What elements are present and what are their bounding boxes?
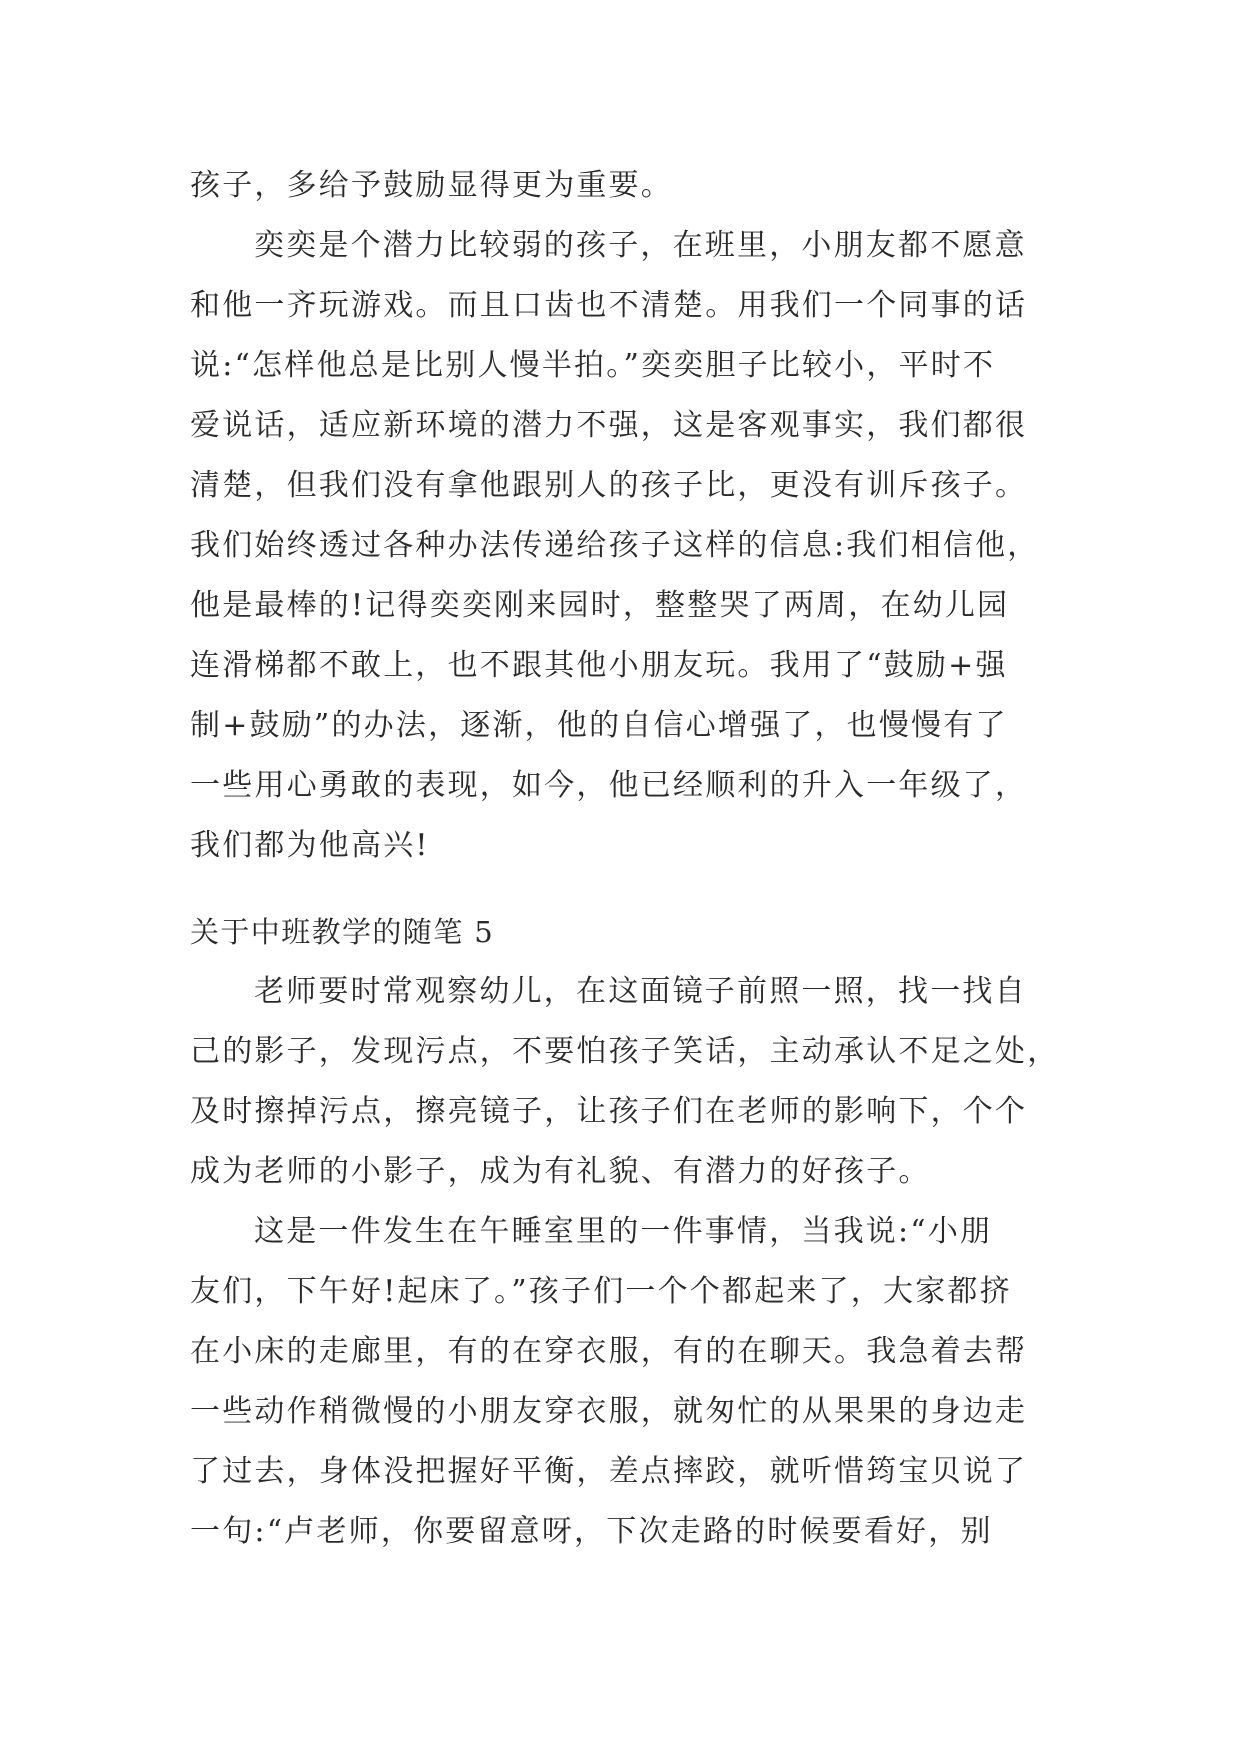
text-line: 己的影子，发现污点，不要怕孩子笑话，主动承认不足之处， bbox=[190, 1034, 1060, 1069]
text-line: 在小床的走廊里，有的在穿衣服，有的在聊天。我急着去帮 bbox=[190, 1334, 1028, 1369]
text-line: 一些动作稍微慢的小朋友穿衣服，就匆忙的从果果的身边走 bbox=[190, 1394, 1028, 1429]
text-line: 连滑梯都不敢上，也不跟其他小朋友玩。我用了“鼓励+强 bbox=[190, 648, 1008, 683]
text-line: 和他一齐玩游戏。而且口齿也不清楚。用我们一个同事的话 bbox=[190, 288, 1028, 323]
text-line: 清楚，但我们没有拿他跟别人的孩子比，更没有训斥孩子。 bbox=[190, 468, 1028, 503]
text-line: 这是一件发生在午睡室里的一件事情，当我说:“小朋 bbox=[254, 1214, 993, 1249]
text-line: 及时擦掉污点，擦亮镜子，让孩子们在老师的影响下，个个 bbox=[190, 1094, 1028, 1129]
text-line: 说:“怎样他总是比别人慢半拍。”奕奕胆子比较小，平时不 bbox=[190, 348, 996, 383]
text-line: 一句:“卢老师，你要留意呀，下次走路的时候要看好，别 bbox=[190, 1514, 993, 1549]
text-line: 奕奕是个潜力比较弱的孩子，在班里，小朋友都不愿意 bbox=[254, 228, 1027, 263]
section-title: 关于中班教学的随笔 5 bbox=[190, 915, 495, 949]
text-line: 我们始终透过各种办法传递给孩子这样的信息:我们相信他， bbox=[190, 528, 1040, 563]
text-line: 了过去，身体没把握好平衡，差点摔跤，就听惜筠宝贝说了 bbox=[190, 1454, 1028, 1489]
section-1-text bbox=[190, 156, 1070, 876]
text-line: 他是最棒的!记得奕奕刚来园时，整整哭了两周，在幼儿园 bbox=[190, 588, 1010, 623]
text-line: 爱说话，适应新环境的潜力不强，这是客观事实，我们都很 bbox=[190, 408, 1028, 443]
text-line: 友们，下午好!起床了。”孩子们一个个都起来了，大家都挤 bbox=[190, 1274, 1012, 1309]
section-2-text bbox=[190, 962, 1070, 1562]
text-line: 孩子，多给予鼓励显得更为重要。 bbox=[190, 168, 673, 203]
text-line: 我们都为他高兴! bbox=[190, 828, 430, 863]
text-line: 成为老师的小影子，成为有礼貌、有潜力的好孩子。 bbox=[190, 1154, 931, 1189]
text-line: 一些用心勇敢的表现，如今，他已经顺利的升入一年级了， bbox=[190, 768, 1028, 803]
text-line: 制+鼓励”的办法，逐渐，他的自信心增强了，也慢慢有了 bbox=[190, 708, 1008, 743]
text-line: 老师要时常观察幼儿，在这面镜子前照一照，找一找自 bbox=[254, 974, 1027, 1009]
